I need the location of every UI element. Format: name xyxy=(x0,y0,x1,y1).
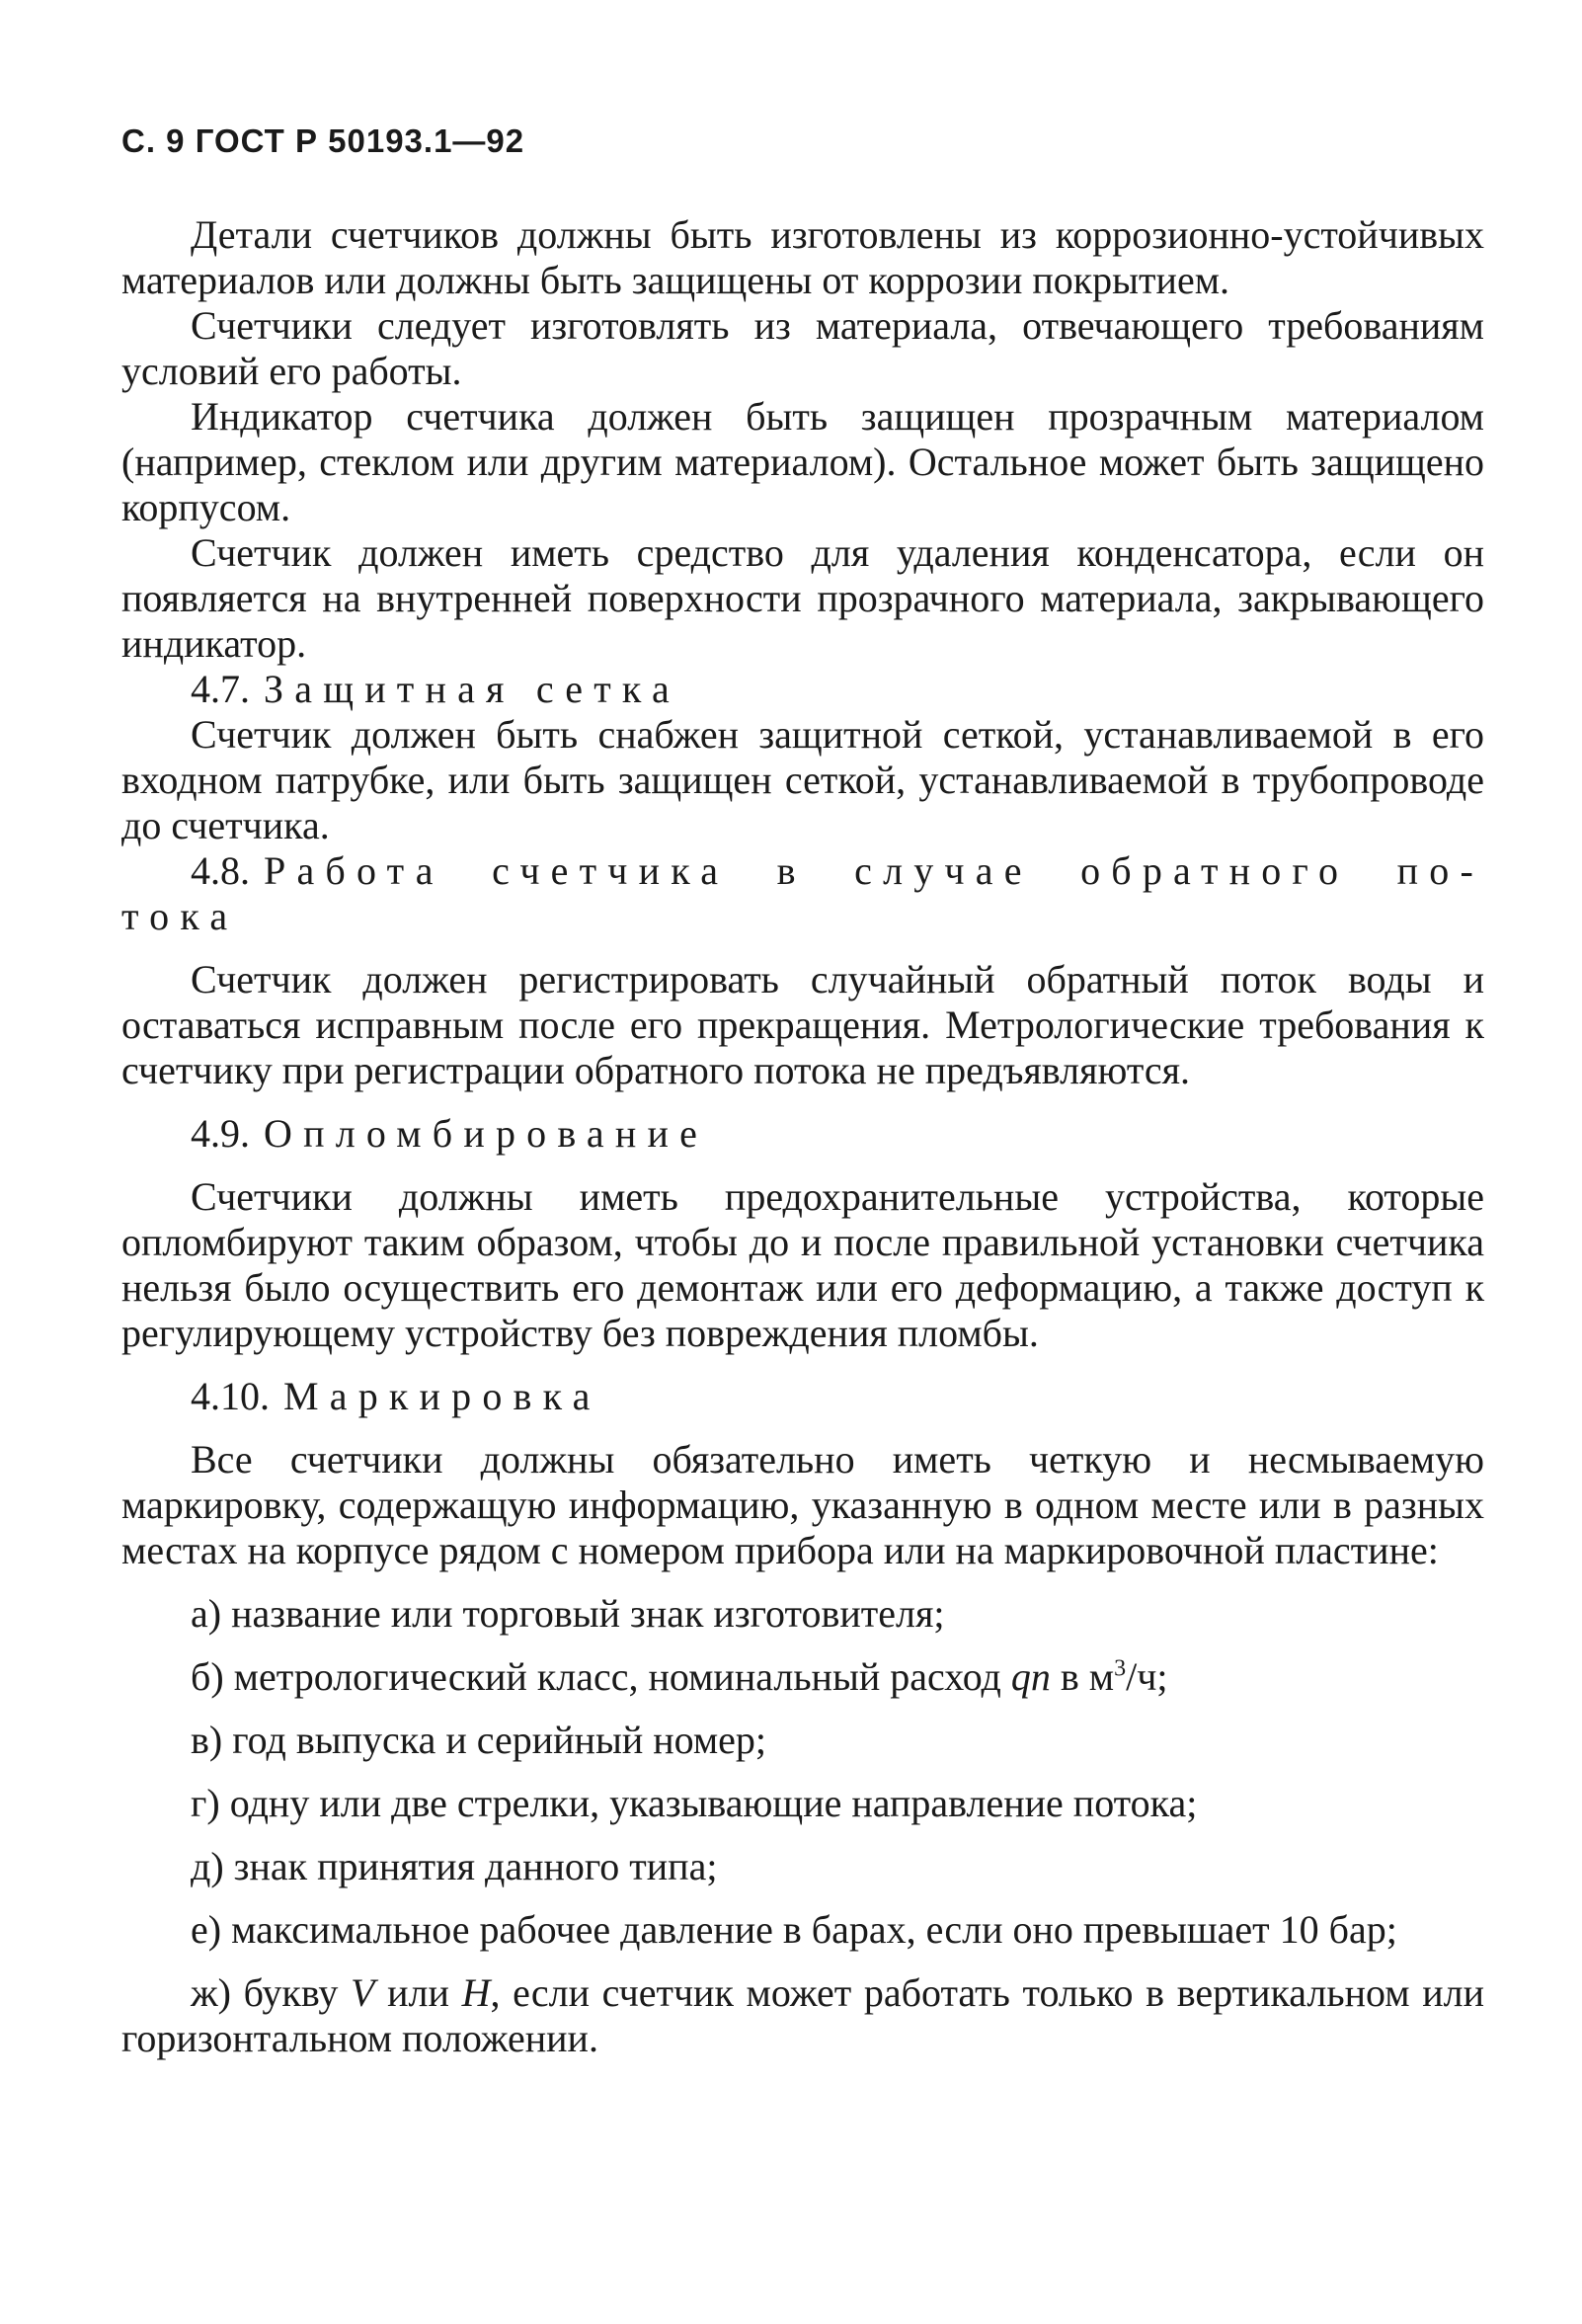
list-item-e: е) максимальное рабочее давление в барах, если оно превышает 10 бар; xyxy=(191,1907,1397,1952)
section-number: 4.9. xyxy=(191,1111,250,1156)
section-title: Маркировка xyxy=(283,1374,601,1418)
section-title: Защитная сетка xyxy=(264,667,680,711)
list-item-d: д) знак принятия данного типа; xyxy=(191,1844,718,1888)
section-number: 4.7. xyxy=(191,667,250,711)
section-title: Опломбирование xyxy=(264,1111,709,1156)
section-title-line1: Работа счетчика в случае обратного по- xyxy=(264,848,1484,893)
list-item-zh xyxy=(121,1970,1484,2061)
paragraph-corrosion: Детали счетчиков должны быть изготовлены из коррозионно-устойчивых материалов или должны быть защищены от коррозии покрытием. xyxy=(121,212,1484,302)
item-zh-v: V xyxy=(351,1970,375,2015)
item-b-variable: qn xyxy=(1010,1654,1051,1699)
item-zh-or: или xyxy=(387,1970,449,2015)
section-4-7-heading xyxy=(121,667,1484,712)
item-zh-text: ж) букву xyxy=(191,1970,339,2015)
section-number: 4.10. xyxy=(191,1374,270,1418)
section-4-10-heading xyxy=(121,1374,1484,1419)
section-4-9-heading xyxy=(121,1111,1484,1157)
item-b-unit: в м xyxy=(1060,1654,1115,1699)
paragraph-condensate: Счетчик должен иметь средство для удаления конденсатора, если он появляется на внутренней поверхности прозрачного материала, закрывающего индикатор. xyxy=(121,530,1484,666)
section-4-9-text: Счетчики должны иметь предохранительные устройства, которые опломбируют таким образом, чтобы до и после правильной установки счетчика нельзя было осуществить его демонтаж или его деформацию, а также доступ к регулирующему устройству без повреждения пломбы. xyxy=(121,1174,1484,1355)
paragraph-indicator: Индикатор счетчика должен быть защищен прозрачным материалом (например, стеклом или другим материалом). Остальное может быть защищено корпусом. xyxy=(121,394,1484,529)
section-4-10-text: Все счетчики должны обязательно иметь четкую и несмываемую маркировку, содержащую информацию, указанную в одном месте или в разных местах на корпусе рядом с номером прибора или на маркировочной пластине: xyxy=(121,1437,1484,1572)
item-b-superscript: 3 xyxy=(1114,1655,1127,1682)
list-item-g: г) одну или две стрелки, указывающие направление потока; xyxy=(191,1781,1198,1825)
item-b-text: б) метрологический класс, номинальный расход xyxy=(191,1654,1001,1699)
list-item-a: а) название или торговый знак изготовителя; xyxy=(191,1591,945,1636)
page-header: С. 9 ГОСТ Р 50193.1—92 xyxy=(121,122,525,159)
section-4-7-text: Счетчик должен быть снабжен защитной сеткой, устанавливаемой в его входном патрубке, или быть защищен сеткой, устанавливаемой в трубопроводе до счетчика. xyxy=(121,712,1484,847)
item-b-unit-end: /ч; xyxy=(1126,1654,1168,1699)
section-4-8-text: Счетчик должен регистрировать случайный обратный поток воды и оставаться исправным после его прекращения. Метрологические требования к счетчику при регистрации обратного потока не предъявляются. xyxy=(121,957,1484,1092)
item-zh-h: H xyxy=(461,1970,491,2015)
section-4-8-heading-cont xyxy=(121,894,1484,939)
section-4-8-heading xyxy=(121,848,1484,894)
list-item-v: в) год выпуска и серийный номер; xyxy=(191,1718,767,1762)
paragraph-material: Счетчики следует изготовлять из материала, отвечающего требованиям условий его работы. xyxy=(121,303,1484,393)
section-title-line2: тока xyxy=(121,894,239,938)
item-zh-rest: , если счетчик может работать только в вертикальном или горизонтальном положении. xyxy=(121,1970,1484,2060)
section-number: 4.8. xyxy=(191,848,250,893)
document-body xyxy=(121,212,1484,2061)
list-item-b xyxy=(121,1654,1484,1700)
